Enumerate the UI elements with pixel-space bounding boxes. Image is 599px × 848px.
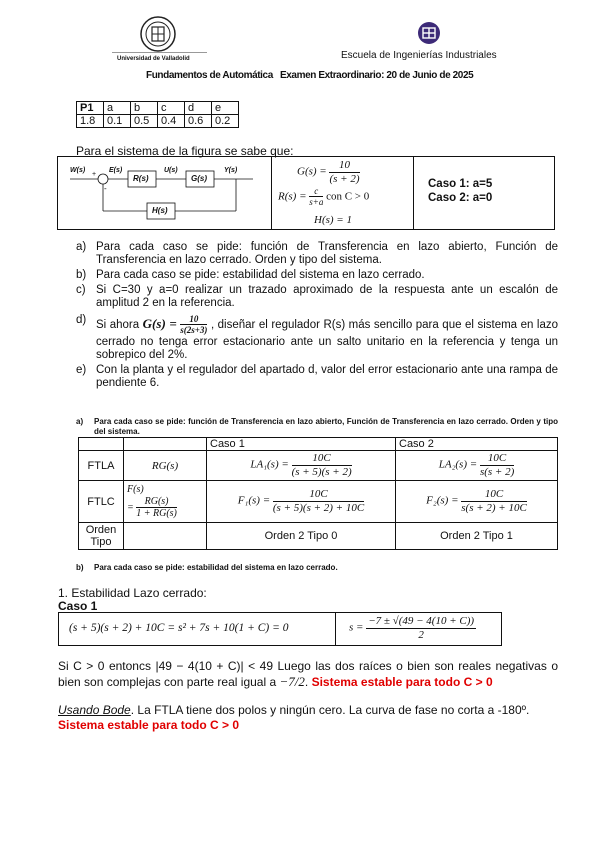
answer-table-header — [79, 438, 558, 451]
score-value: 0.5 — [131, 115, 158, 128]
score-header: P1 — [77, 102, 104, 115]
diagram-input-label: W(s) — [70, 167, 86, 174]
given-equations — [271, 157, 414, 229]
question-e: e) Con la planta y el regulador del apartado d, valor del error estacionario ante una rampa de pendiente 6. — [76, 363, 558, 389]
header-case1: Caso 1 — [207, 438, 396, 451]
ftlc-case1 — [207, 481, 396, 523]
stability-p1-frac: −7/2 — [279, 674, 305, 689]
score-table — [76, 101, 239, 128]
stability-p1-conclusion: Sistema estable para todo C > 0 — [311, 675, 493, 689]
diagram-error-label: E(s) — [109, 167, 123, 174]
ftla-case2-num: 10C — [480, 452, 514, 466]
diagram-feedback: H(s) — [152, 206, 168, 215]
score-header: e — [212, 102, 239, 115]
answer-b-heading-text: Para cada caso se pide: estabilidad del sistema en lazo cerrado. — [94, 563, 338, 572]
ftla-case1-lhs: LA₁(s) = — [250, 459, 289, 472]
diagram-plant: G(s) — [191, 174, 207, 183]
eq-G — [297, 159, 360, 185]
case1-label: Caso 1: a=5 — [428, 178, 493, 190]
stability-title: 1. Estabilidad Lazo cerrado: — [58, 586, 207, 600]
header-rule — [112, 52, 207, 53]
ftla-case2-lhs: LA₂(s) = — [438, 459, 478, 472]
characteristic-eq: (s + 5)(s + 2) + 10C = s² + 7s + 10(1 + C) = 0 — [69, 622, 289, 634]
eq-R-num: c — [309, 186, 323, 197]
ftlc-general-num: RG(s) — [136, 496, 177, 509]
question-d-pre: Si ahora — [96, 318, 140, 331]
intro-text: Para el sistema de la figura se sabe que: — [76, 144, 294, 158]
question-d-post: , diseñar el regulador R(s) más sencillo para que el sistema en lazo cerrado no tenga error estacionario ante un salto unitario en la referencia y tenga un sobrepico del 2%. — [96, 318, 558, 361]
orden-tipo-case2: Orden 2 Tipo 1 — [396, 523, 558, 550]
ftlc-case2-lhs: F₂(s) = — [426, 495, 459, 508]
eq-G-lhs: G(s) = — [297, 165, 327, 178]
question-d-den: s(2s+3) — [180, 325, 208, 336]
ftla-case1-num: 10C — [292, 452, 352, 466]
stability-case: Caso 1 — [58, 599, 98, 613]
diagram-output-label: Y(s) — [224, 167, 238, 174]
score-header: c — [158, 102, 185, 115]
question-d-num: 10 — [180, 314, 207, 325]
row-orden-tipo — [79, 523, 558, 550]
ftlc-case1-num: 10C — [273, 488, 364, 502]
stability-paragraph-1: Si C > 0 entoncs |49 − 4(10 + C)| < 49 Luego las dos raíces o bien son reales negativas o bien son complejas con parte real igual a −7/2. Sistema estable para todo C > 0 — [58, 659, 558, 689]
roots-lhs: s = — [349, 621, 364, 634]
ftlc-general-top: F(s) — [127, 483, 144, 495]
roots-num: −7 ± √(49 − 4(10 + C)) — [368, 615, 475, 627]
eq-G-num: 10 — [329, 159, 359, 173]
score-value: 0.6 — [185, 115, 212, 128]
score-header: b — [131, 102, 158, 115]
question-a-text: Para cada caso se pide: función de Transferencia en lazo abierto, Función de Transferencia en lazo cerrado. Orden y tipo del sistema. — [96, 241, 558, 266]
ftlc-general — [124, 481, 207, 523]
ftla-label: FTLA — [79, 451, 124, 481]
diagram-controller: R(s) — [133, 174, 149, 183]
score-value: 1.8 — [77, 115, 104, 128]
bode-text: . La FTLA tiene dos polos y ningún cero. La curva de fase no corta a -180º. — [130, 703, 530, 717]
ftlc-case1-lhs: F₁(s) = — [237, 495, 271, 508]
cases-panel — [428, 177, 492, 205]
question-d-G: G(s) = — [142, 315, 177, 331]
stability-p2-conclusion: Sistema estable para todo C > 0 — [58, 718, 240, 732]
ftla-general: RG(s) — [124, 451, 207, 481]
stability-p1-text: Si C > 0 entoncs |49 − 4(10 + C)| < 49 Luego las dos raíces o bien son reales negativas o bien son complejas con parte real igual a — [58, 659, 558, 689]
orden-tipo-case1: Orden 2 Tipo 0 — [207, 523, 396, 550]
answer-a-heading: a) Para cada caso se pide: función de Transferencia en lazo abierto, Función de Transferencia en lazo cerrado. Orden y tipo del sistema. — [76, 417, 558, 436]
eii-logo — [417, 21, 441, 45]
answer-b-heading: b) Para cada caso se pide: estabilidad del sistema en lazo cerrado. — [76, 563, 338, 572]
score-header: a — [104, 102, 131, 115]
case2-label: Caso 2: a=0 — [428, 192, 493, 204]
ftlc-case2-den: s(s + 2) + 10C — [461, 502, 527, 514]
score-value: 0.1 — [104, 115, 131, 128]
system-box — [57, 156, 555, 230]
question-b: b) Para cada caso se pide: estabilidad del sistema en lazo cerrado. — [76, 269, 425, 281]
orden-tipo-label: Orden Tipo — [79, 523, 124, 550]
block-diagram — [58, 157, 272, 229]
row-ftlc — [79, 481, 558, 523]
ftlc-general-den: 1 + RG(s) — [136, 508, 177, 519]
question-e-text: Con la planta y el regulador del apartado d, valor del error estacionario ante una rampa de pendiente 6. — [96, 363, 558, 389]
diagram-plus: + — [92, 171, 97, 178]
question-c-text: Si C=30 y a=0 realizar un trazado aproximado de la respuesta ante un escalón de amplitud 2 en la referencia. — [96, 284, 558, 309]
exam-title: Fundamentos de Automática Examen Extraordinario: 20 de Junio de 2025 — [146, 70, 474, 81]
ftlc-general-eq: = — [127, 501, 134, 513]
ftla-case2-den: s(s + 2) — [479, 466, 515, 478]
ftla-case1-den: (s + 5)(s + 2) — [291, 466, 352, 478]
eq-R-cond: con C > 0 — [326, 190, 370, 203]
eq-R-lhs: R(s) = — [278, 190, 307, 203]
question-a: a) Para cada caso se pide: función de Transferencia en lazo abierto, Función de Transferencia en lazo cerrado. Orden y tipo del sistema. — [76, 241, 558, 266]
score-value-row — [77, 115, 239, 128]
ftla-case1 — [207, 451, 396, 481]
score-value: 0.4 — [158, 115, 185, 128]
header-case2: Caso 2 — [396, 438, 558, 451]
ftlc-case1-den: (s + 5)(s + 2) + 10C — [272, 502, 365, 514]
roots-den: 2 — [418, 628, 424, 641]
ftlc-label: FTLC — [79, 481, 124, 523]
eq-R-den: s+a — [309, 197, 324, 208]
eq-G-den: (s + 2) — [329, 172, 360, 185]
score-header-row — [77, 102, 239, 115]
eq-R — [278, 186, 369, 208]
stability-equation-box — [58, 612, 502, 646]
row-ftla — [79, 451, 558, 481]
score-value: 0.2 — [212, 115, 239, 128]
question-d: d) Si ahora G(s) = $\frac{10}{s(2s+3)}$ , diseñar el regulador R(s) más sencillo para que el sistema en lazo cerrado no tenga error estacionario ante un salto unitario en la referencia y tenga un sobrepico del 2%. — [76, 314, 558, 361]
roots-eq — [349, 615, 476, 641]
ftlc-case2 — [396, 481, 558, 523]
answer-table — [78, 437, 558, 550]
bode-label: Usando Bode — [58, 703, 131, 717]
uva-logo — [140, 15, 176, 53]
diagram-minus: - — [104, 184, 107, 193]
ftlc-case2-num: 10C — [461, 488, 527, 502]
uva-name: Universidad de Valladolid — [117, 56, 190, 62]
stability-paragraph-2 — [58, 703, 558, 733]
ftla-case2 — [396, 451, 558, 481]
diagram-control-label: U(s) — [164, 167, 178, 174]
school-name: Escuela de Ingenierías Industriales — [341, 50, 497, 61]
questions-list — [76, 241, 558, 392]
question-c: c) Si C=30 y a=0 realizar un trazado aproximado de la respuesta ante un escalón de amplitud 2 en la referencia. — [76, 284, 558, 309]
question-b-text: Para cada caso se pide: estabilidad del sistema en lazo cerrado. — [96, 269, 425, 281]
score-header: d — [185, 102, 212, 115]
answer-a-heading-text: Para cada caso se pide: función de Transferencia en lazo abierto, Función de Transferencia en lazo cerrado. Orden y tipo del sistema. — [94, 417, 558, 436]
eq-H: H(s) = 1 — [314, 214, 352, 226]
